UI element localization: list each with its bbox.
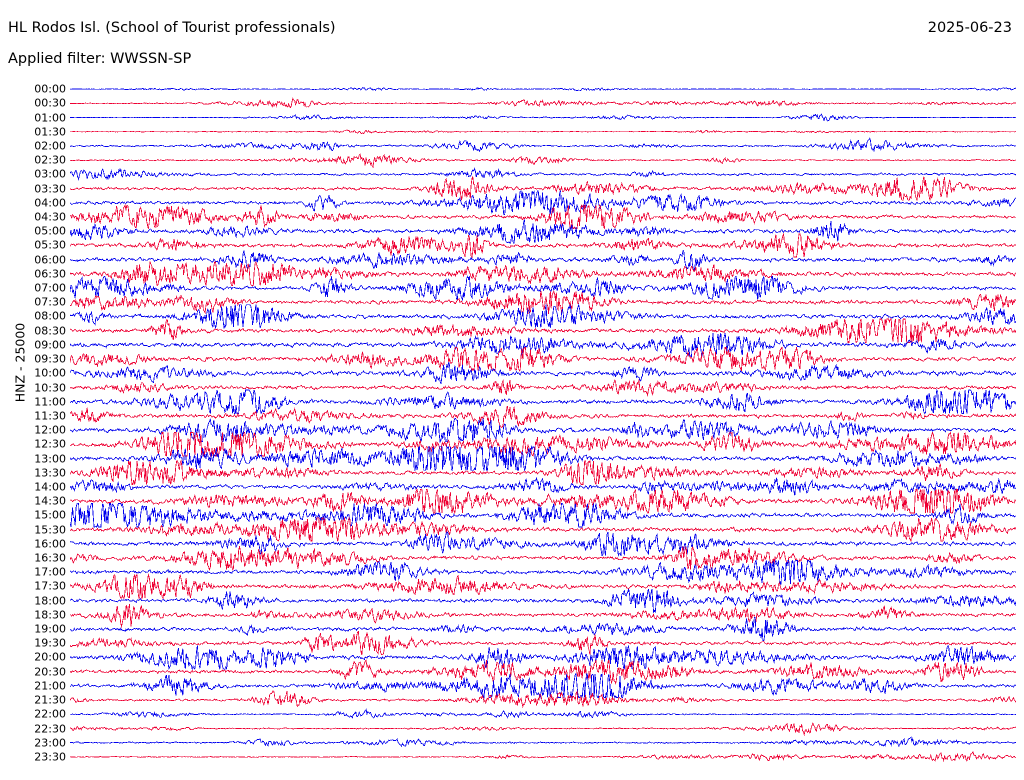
trace-line bbox=[70, 617, 1016, 640]
time-tick-label: 11:30 bbox=[34, 409, 66, 423]
time-tick-label: 05:30 bbox=[34, 238, 66, 252]
trace-line bbox=[70, 88, 1016, 91]
trace-line bbox=[70, 138, 1016, 151]
time-tick-label: 18:30 bbox=[34, 608, 66, 622]
trace-line bbox=[70, 99, 1016, 108]
trace-line bbox=[70, 333, 1016, 357]
record-date: 2025-06-23 bbox=[927, 20, 1012, 36]
page-title: HL Rodos Isl. (School of Tourist professionals) bbox=[8, 20, 336, 36]
time-tick-label: 03:00 bbox=[34, 167, 66, 181]
time-tick-label: 04:30 bbox=[34, 210, 66, 224]
time-tick-label: 12:00 bbox=[34, 423, 66, 437]
time-tick-label: 22:30 bbox=[34, 722, 66, 735]
trace-line bbox=[70, 478, 1016, 496]
time-tick-label: 01:30 bbox=[34, 125, 66, 139]
time-tick-label: 15:00 bbox=[34, 508, 66, 522]
time-tick-label: 09:30 bbox=[34, 352, 66, 366]
trace-line bbox=[70, 276, 1016, 299]
time-tick-label: 08:30 bbox=[34, 324, 66, 338]
time-tick-label: 22:00 bbox=[34, 707, 66, 721]
time-tick-label: 20:30 bbox=[34, 665, 66, 679]
time-tick-label: 14:30 bbox=[34, 494, 66, 508]
time-tick-label: 23:00 bbox=[34, 736, 66, 750]
trace-line bbox=[70, 632, 1016, 656]
trace-line bbox=[70, 130, 1016, 134]
trace-line bbox=[70, 546, 1016, 569]
trace-line bbox=[70, 660, 1016, 684]
time-tick-label: 10:30 bbox=[34, 381, 66, 394]
time-tick-label: 19:30 bbox=[34, 636, 66, 650]
time-tick-label: 02:30 bbox=[34, 153, 66, 167]
trace-line bbox=[70, 674, 1016, 698]
trace-line bbox=[70, 191, 1016, 215]
time-tick-label: 09:00 bbox=[34, 338, 66, 352]
trace-line bbox=[70, 532, 1016, 556]
applied-filter-label: Applied filter: WWSSN-SP bbox=[8, 51, 192, 67]
trace-line bbox=[70, 114, 1016, 121]
trace-line bbox=[70, 561, 1016, 584]
seismogram-traces bbox=[70, 82, 1016, 764]
trace-line bbox=[70, 710, 1016, 719]
trace-line bbox=[70, 250, 1016, 270]
time-tick-label: 00:30 bbox=[34, 96, 66, 110]
time-tick-label: 21:00 bbox=[34, 679, 66, 693]
trace-line bbox=[70, 362, 1016, 384]
trace-line bbox=[70, 234, 1016, 257]
trace-line bbox=[70, 723, 1016, 734]
time-tick-label: 13:00 bbox=[34, 452, 66, 465]
trace-line bbox=[70, 154, 1016, 167]
trace-line bbox=[70, 347, 1016, 371]
trace-canvas bbox=[70, 82, 1016, 764]
trace-line bbox=[70, 752, 1016, 761]
time-axis-ticks bbox=[0, 82, 70, 764]
time-tick-label: 02:00 bbox=[34, 139, 66, 153]
trace-line bbox=[70, 691, 1016, 707]
trace-line bbox=[70, 589, 1016, 612]
trace-line bbox=[70, 390, 1016, 413]
time-tick-label: 00:00 bbox=[34, 82, 66, 96]
time-tick-label: 06:00 bbox=[34, 253, 66, 267]
trace-line bbox=[70, 489, 1016, 513]
time-tick-label: 18:00 bbox=[34, 594, 66, 608]
time-tick-label: 13:30 bbox=[34, 466, 66, 480]
time-tick-label: 01:00 bbox=[34, 111, 66, 124]
time-tick-label: 07:30 bbox=[34, 295, 66, 309]
trace-line bbox=[70, 418, 1016, 441]
time-tick-label: 10:00 bbox=[34, 366, 66, 380]
time-tick-label: 12:30 bbox=[34, 437, 66, 451]
y-axis-label: HNZ - 25000 bbox=[12, 322, 28, 403]
time-tick-label: 20:00 bbox=[34, 650, 66, 664]
trace-line bbox=[70, 262, 1016, 285]
time-tick-label: 23:30 bbox=[34, 750, 66, 764]
trace-line bbox=[70, 169, 1016, 180]
trace-line bbox=[70, 220, 1016, 243]
time-tick-label: 11:00 bbox=[34, 395, 66, 409]
trace-line bbox=[70, 575, 1016, 598]
trace-line bbox=[70, 291, 1016, 314]
trace-line bbox=[70, 737, 1016, 746]
trace-line bbox=[70, 604, 1016, 626]
trace-line bbox=[70, 504, 1016, 527]
trace-line bbox=[70, 518, 1016, 542]
time-tick-label: 03:30 bbox=[34, 182, 66, 196]
time-tick-label: 08:00 bbox=[34, 309, 66, 323]
time-tick-label: 19:00 bbox=[34, 622, 66, 636]
time-tick-label: 06:30 bbox=[34, 267, 66, 281]
trace-line bbox=[70, 646, 1016, 670]
time-tick-label: 14:00 bbox=[34, 480, 66, 494]
time-tick-label: 07:00 bbox=[34, 281, 66, 295]
time-tick-label: 16:30 bbox=[34, 551, 66, 565]
time-tick-label: 16:00 bbox=[34, 537, 66, 551]
time-tick-label: 17:00 bbox=[34, 565, 66, 579]
time-tick-label: 04:00 bbox=[34, 196, 66, 210]
time-tick-label: 17:30 bbox=[34, 579, 66, 593]
trace-line bbox=[70, 380, 1016, 395]
time-tick-label: 21:30 bbox=[34, 693, 66, 707]
time-tick-label: 15:30 bbox=[34, 523, 66, 537]
trace-line bbox=[70, 205, 1016, 228]
time-tick-label: 05:00 bbox=[34, 224, 66, 238]
